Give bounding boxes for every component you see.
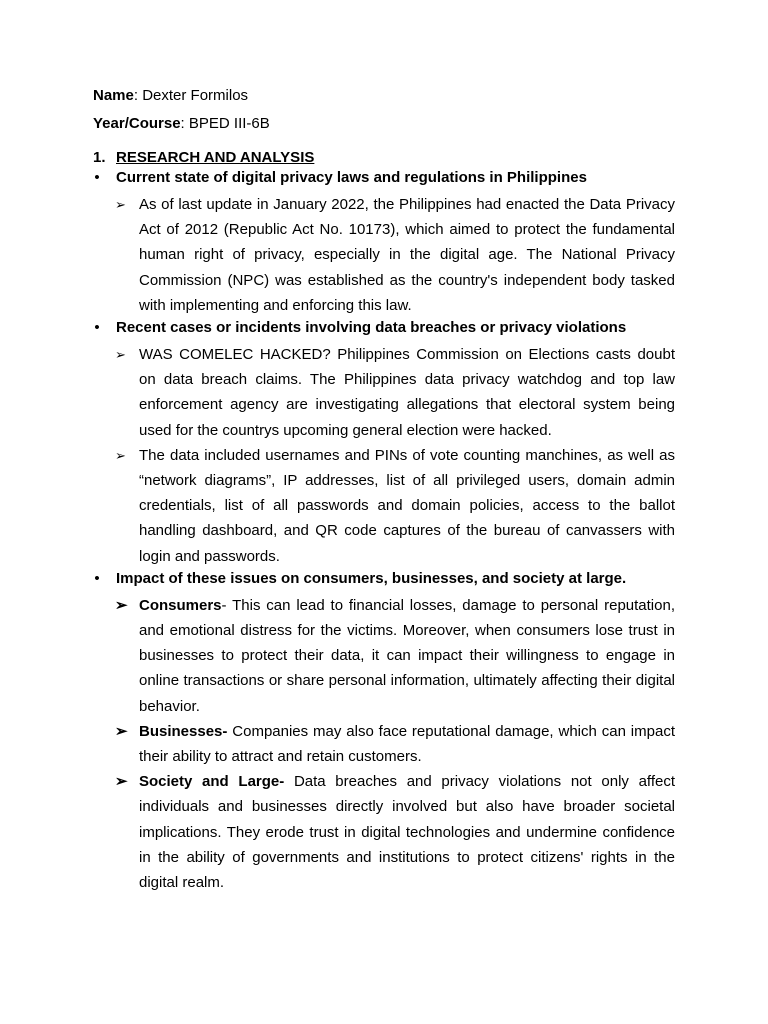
bullet-heading-text: Impact of these issues on consumers, businesses, and society at large.: [116, 569, 627, 587]
document-page: [93, 86, 675, 895]
list-item-text: - This can lead to financial losses, damage to personal reputation, and emotional distress for the victims. Moreover, when consumers lose trust in businesses to protect their data, it can impact their willingness to engage in online transactions or share personal information, ultimately affecting their digital behavior.: [139, 596, 675, 715]
bullet-icon: •: [94, 169, 100, 186]
list-item: [115, 443, 675, 569]
list-item-society: [115, 769, 676, 895]
bullet-heading-data-breaches: [93, 318, 675, 338]
sub-list-impact: [115, 593, 676, 895]
list-item-text: The data included usernames and PINs of vote counting manchines, as well as “network diagrams”, IP addresses, list of all privileged users, domain admin credentials, list of all passwords and domain policies, access to the ballot handling dashboard, and QR code captures of the bureau of canvassers with login and passwords.: [139, 446, 675, 565]
list-item: [115, 342, 675, 443]
section-title: RESEARCH AND ANALYSIS: [116, 149, 315, 166]
course-value: : BPED III-6B: [180, 115, 270, 132]
arrow-bullet-icon: ➢: [115, 447, 126, 463]
course-line: [93, 114, 675, 134]
arrow-bullet-icon: ➢: [115, 596, 128, 614]
arrow-bullet-icon: ➢: [115, 722, 128, 740]
course-label: Year/Course: [93, 115, 181, 132]
bullet-icon: •: [94, 319, 100, 337]
name-value: : Dexter Formilos: [133, 87, 249, 104]
list-item-businesses: [115, 719, 675, 769]
arrow-bullet-icon: ➢: [115, 773, 128, 791]
arrow-bullet-icon: ➢: [115, 347, 126, 363]
bullet-heading-impact: [93, 569, 675, 589]
name-label: Name: [93, 87, 134, 104]
list-item-text: Data breaches and privacy violations not only affect individuals and businesses directly involved but also have broader societal implications. They erode trust in digital technologies and undermine confidence in the ability of governments and institutions to protect citizens' rights in the digital realm.: [139, 773, 676, 892]
arrow-bullet-icon: ➢: [115, 197, 126, 212]
section-heading: [93, 148, 675, 168]
bullet-heading-privacy-laws: [93, 168, 675, 188]
bullet-heading-text: Current state of digital privacy laws and regulations in Philippines: [116, 169, 587, 186]
bullet-heading-text: Recent cases or incidents involving data breaches or privacy violations: [116, 319, 627, 337]
term-consumers: Consumers: [139, 596, 222, 614]
term-society: Society and Large-: [139, 773, 285, 791]
list-item: [115, 192, 675, 318]
list-item-text: Companies may also face reputational damage, which can impact their ability to attract and retain customers.: [139, 722, 675, 766]
name-line: [93, 86, 675, 106]
sub-list-privacy-laws: [115, 192, 675, 318]
bullet-icon: •: [94, 569, 100, 587]
list-item-text: WAS COMELEC HACKED? Philippines Commission on Elections casts doubt on data breach claims. The Philippines data privacy watchdog and top law enforcement agency are investigating allegations that electoral system being used for the countrys upcoming general election were hacked.: [139, 346, 675, 439]
section-number: 1.: [93, 149, 106, 166]
sub-list-data-breaches: [115, 342, 675, 569]
list-item-text: As of last update in January 2022, the Philippines had enacted the Data Privacy Act of 2012 (Republic Act No. 10173), which aimed to protect the fundamental human right of privacy, especially in the digital age. The National Privacy Commission (NPC) was established as the country's independent body tasked with implementing and enforcing this law.: [139, 196, 675, 314]
list-item-consumers: [115, 593, 675, 719]
term-businesses: Businesses-: [139, 722, 228, 740]
